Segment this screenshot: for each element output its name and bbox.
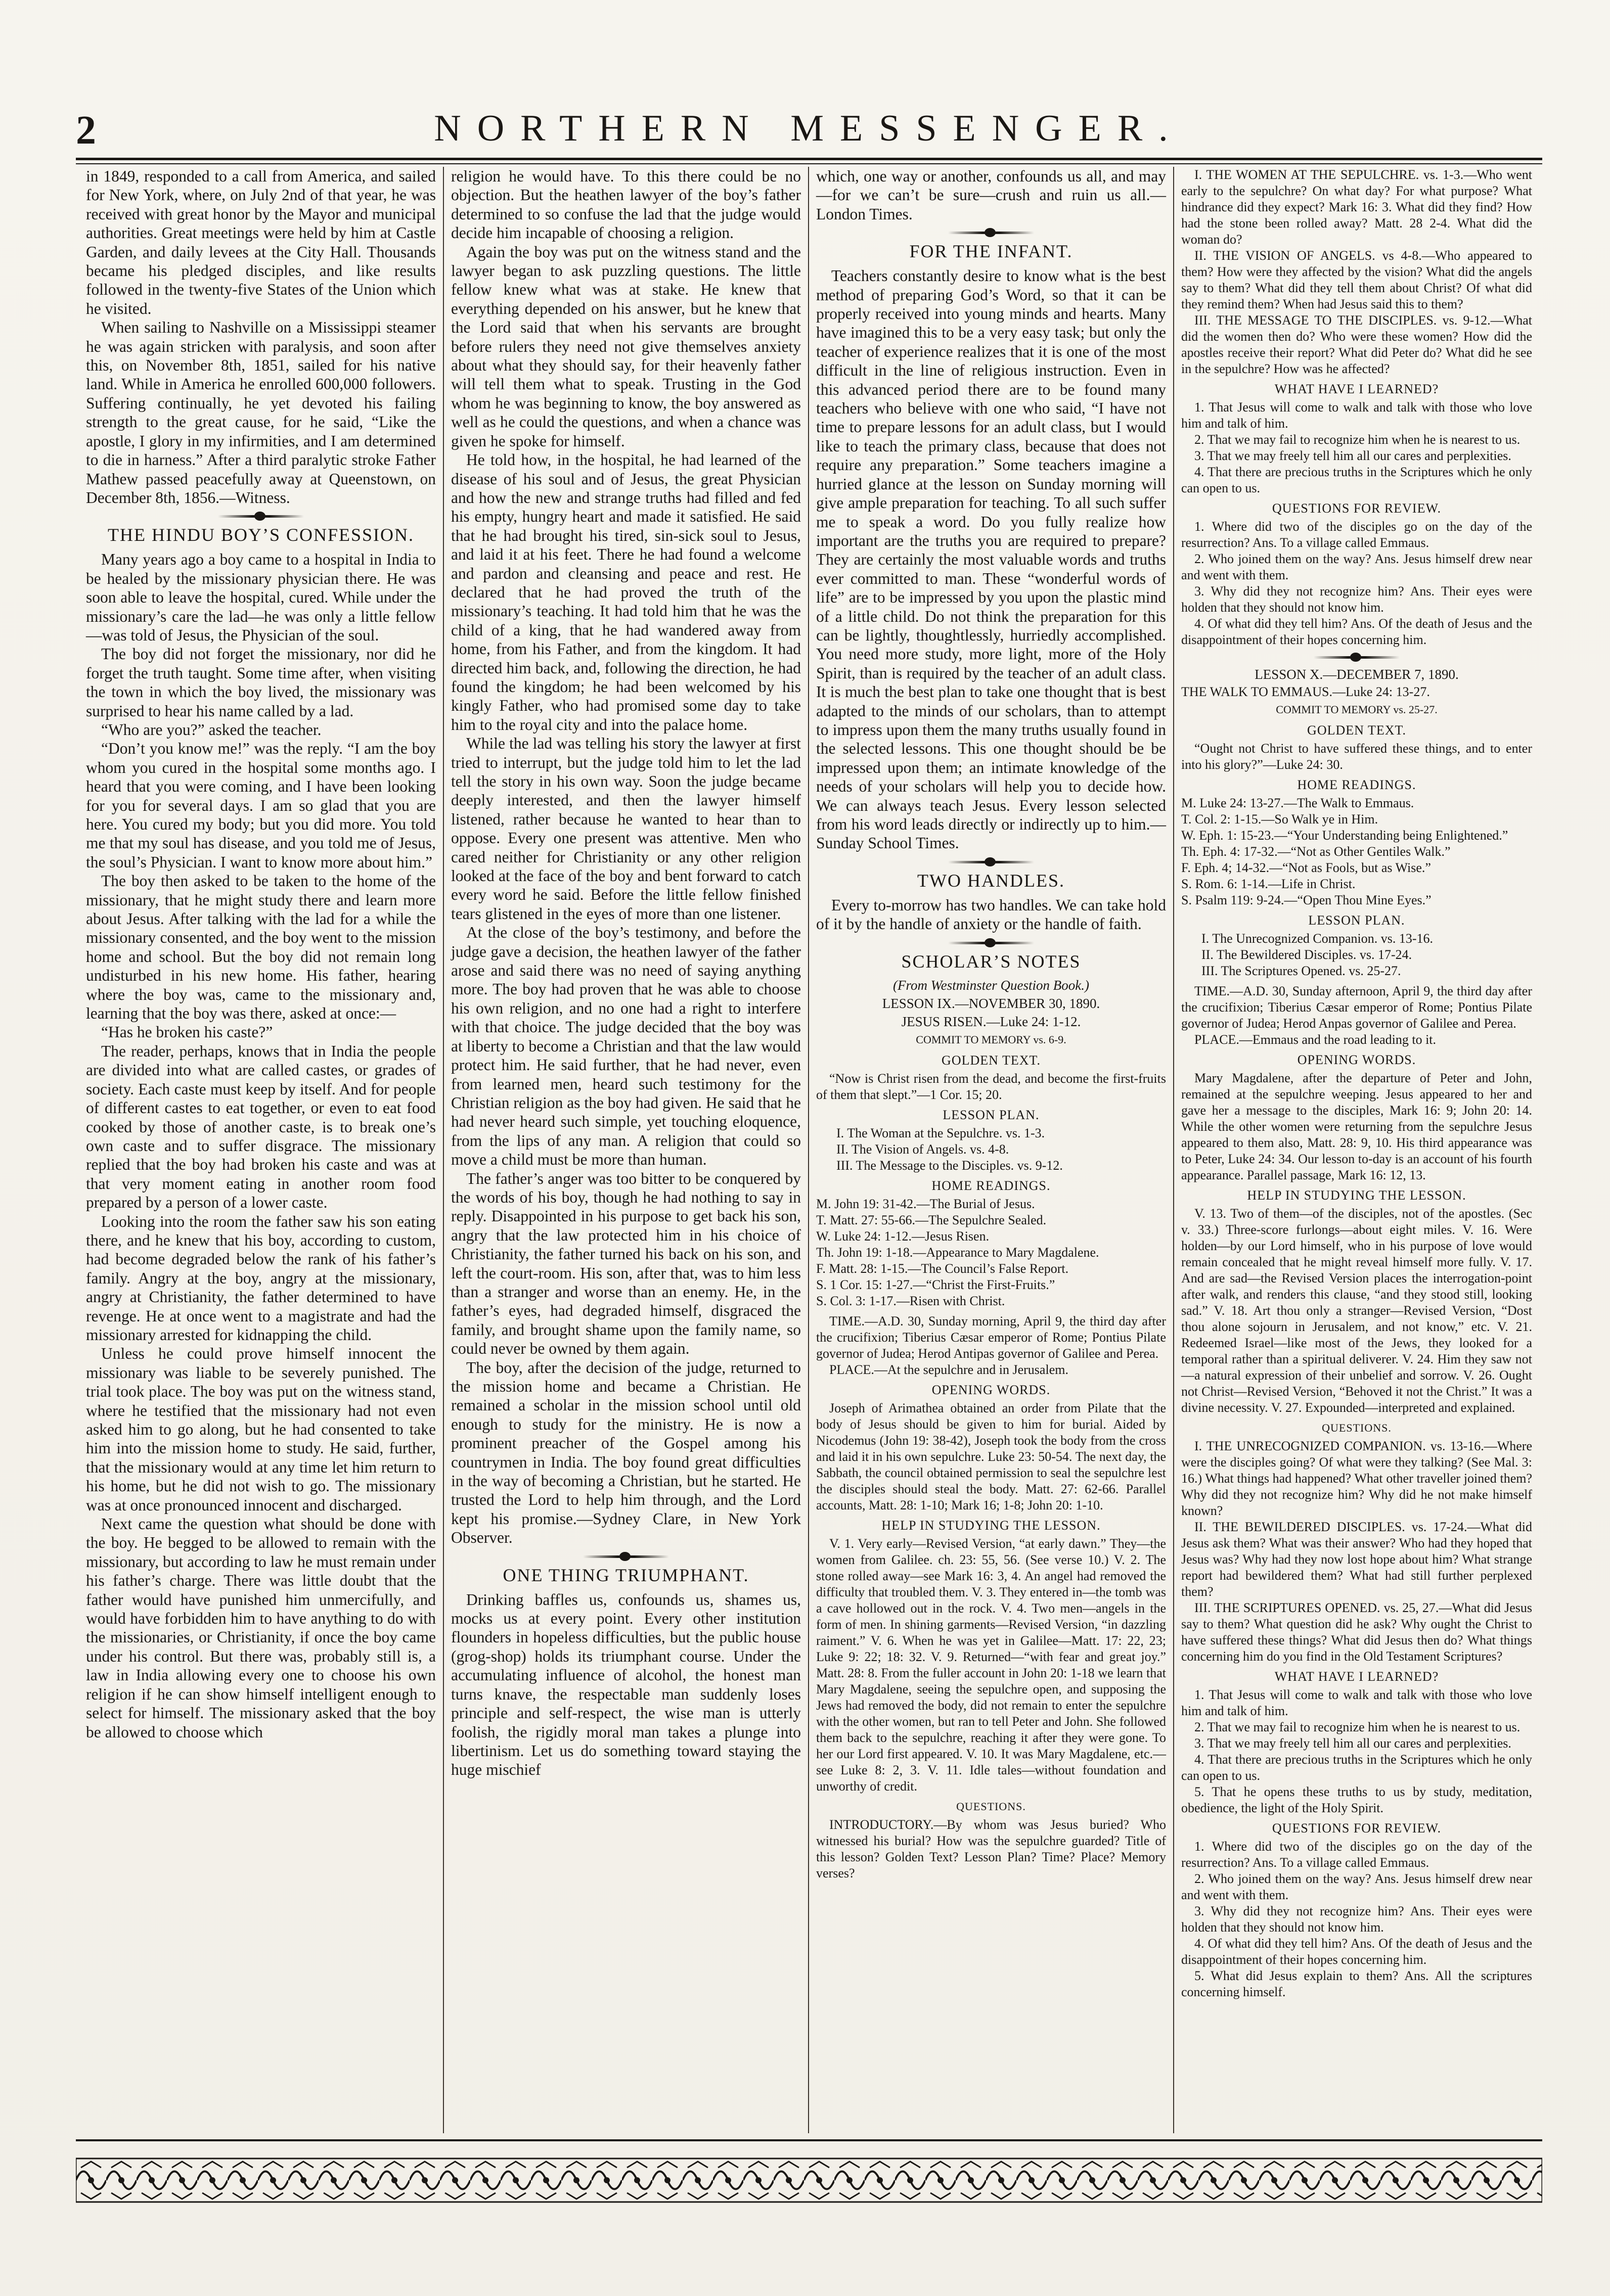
subheading: GOLDEN TEXT.: [942, 1052, 1041, 1068]
section-divider: [948, 942, 1034, 944]
subheading: HELP IN STUDYING THE LESSON.: [881, 1518, 1101, 1533]
masthead: [76, 101, 1542, 157]
subheading: QUESTIONS.: [956, 1800, 1026, 1813]
lesson-number: LESSON IX.—NOVEMBER 30, 1890.: [882, 995, 1100, 1011]
opening-words: Mary Magdalene, after the departure of Peter and John, remained at the sepulchre weeping. Jesus appeared to her and gave her a message to the disciples, Mark 16: 9; John 20: 14. While the other women were returning from the sepulchre Jesus appeared to them also, Matt. 28: 9, 10. His third appearance was to Peter, Luke 24: 34. Our lesson to-day is an account of his fourth appearance. Parallel passage, Mark 16: 12, 13.: [1181, 1071, 1532, 1182]
paragraph: At the close of the boy’s testimony, and before the judge gave a decision, the heathen lawyer of the father arose and said there was no need of saying anything more. The boy had proven that he was able to choose his own religion, and no one had a right to interfere with that choice. The judge decided that the boy was at liberty to become a Christian and that the law would protect him. He said further, that he had never, even from learned men, heard such testimony for the Christian religion as the boy had given. He said that he had never heard such simple, yet touching eloquence, from the lips of any man. A religion that could so move a child must be more than human.: [451, 924, 801, 1169]
paragraph: Next came the question what should be done with the boy. He begged to be allowed to remain with the missionary, but according to law he must remain under his father’s charge. There was little doubt that the father would have punished him unmercifully, and would have forbidden him to have anything to do with the missionaries, or Christianity, if once the boy came under his control. But there was, probably still is, a law in India allowing every one to choose his own religion if he can show himself intelligent enough to select for himself. The missionary asked that the boy be allowed to choose which: [86, 1515, 436, 1741]
commit-line: COMMIT TO MEMORY vs. 25-27.: [1276, 703, 1438, 716]
time-note: TIME.—A.D. 30, Sunday afternoon, April 9, the third day after the crucifixion; Tiberius Cæsar emperor of Rome; Pontius Pilate governor of Judea; Herod Anpas governor of Galilee and Perea.: [1181, 984, 1532, 1031]
columns: [79, 167, 1539, 2133]
subheading: WHAT HAVE I LEARNED?: [1274, 1669, 1439, 1684]
list-item: III. The Scriptures Opened. vs. 25-27.: [1201, 963, 1401, 978]
list-item: T. Col. 2: 1-15.—So Walk ye in Him.: [1181, 812, 1378, 826]
list-item: 5. What did Jesus explain to them? Ans. All the scriptures concerning himself.: [1181, 1968, 1532, 1999]
question-block: II. THE VISION OF ANGELS. vs 4-8.—Who appeared to them? How were they affected by the vision? What did the angels say to them? What did they tell them about Christ? Of what did they remind them? When had Jesus said this to them?: [1181, 248, 1532, 311]
lesson-plan: [1181, 931, 1532, 979]
list-item: 1. Where did two of the disciples go on the day of the resurrection? Ans. To a village called Emmaus.: [1181, 519, 1532, 550]
section-divider: [583, 1555, 669, 1558]
list-item: W. Luke 24: 1-12.—Jesus Risen.: [816, 1228, 990, 1244]
column-2: [444, 167, 809, 2133]
subheading: OPENING WORDS.: [931, 1382, 1051, 1397]
list-item: III. The Message to the Disciples. vs. 9-12.: [836, 1158, 1063, 1173]
subheading: QUESTIONS FOR REVIEW.: [1272, 501, 1442, 516]
lesson-number: LESSON X.—DECEMBER 7, 1890.: [1255, 667, 1459, 682]
list-item: 3. Why did they not recognize him? Ans. Their eyes were holden that they should not know him.: [1181, 1904, 1532, 1935]
question-block: III. THE SCRIPTURES OPENED. vs. 25, 27.—What did Jesus say to them? What question did he ask? Why ought the Christ to have suffered these things? What did Jesus then do? What things concerning him do you find in the Old Testament Scriptures?: [1181, 1600, 1532, 1664]
questions: INTRODUCTORY.—By whom was Jesus buried? Who witnessed his burial? How was the sepulchre guarded? Title of this lesson? Golden Text? Lesson Plan? Time? Place? Memory verses?: [816, 1817, 1166, 1880]
paragraph: The father’s anger was too bitter to be conquered by the words of his boy, though he had nothing to say in reply. Disappointed in his purpose to get back his son, angry that the law protected him in his choice of Christianity, the father turned his back on his son, and left the court-room. His son, after that, was to him less than a stranger and worse than an enemy. He, in the father’s eyes, had degraded himself, disgraced the family, and brought shame upon the family name, so could never be owned by them again.: [451, 1169, 801, 1358]
paragraph: When sailing to Nashville on a Mississippi steamer he was again stricken with paralysis, and soon after this, on November 8th, 1851, sailed for his native land. While in America he enrolled 600,000 followers. Suffering continually, he yet devoted his failing strength to the great cause, for he said, “Like the apostle, I glory in my infirmities, and I am determined to die in harness.” After a third paralytic stroke Father Mathew passed peacefully away at Queenstown, on December 8th, 1856.—Witness.: [86, 318, 436, 507]
paragraph: “Has he broken his caste?”: [101, 1023, 273, 1041]
paragraph: The boy did not forget the missionary, nor did he forget the truth taught. Some time after, when visiting the town in which the boy lived, the missionary was surprised to hear his name called by a lad.: [86, 645, 436, 720]
list-item: 1. That Jesus will come to walk and talk with those who love him and talk of him.: [1181, 1687, 1532, 1718]
ornament-pattern: [76, 2157, 1542, 2203]
paragraph: Again the boy was put on the witness stand and the lawyer began to ask puzzling questions. The little fellow knew what was at stake. He knew that everything depended on his answer, but he knew that the Lord said that when his servants are brought before rulers they need not give themselves anxiety about what they should say, for their heavenly father will tell them what to speak. Trusting in the God whom he was beginning to know, the boy answered as well as he could the questions, and when a chance was given he spoke for himself.: [451, 243, 801, 450]
section-divider: [218, 515, 304, 518]
column-4: [1174, 167, 1539, 2133]
lesson-plan: [816, 1125, 1166, 1174]
list-item: 4. Of what did they tell him? Ans. Of the death of Jesus and the disappointment of their hopes concerning him.: [1181, 616, 1532, 647]
paragraph: in 1849, responded to a call from America, and sailed for New York, where, on July 2nd of that year, he was received with great honor by the Mayor and municipal authorities. Great meetings were held by him at Castle Garden, and daily levees at the City Hall. Thousands became his pledged disciples, and like results followed in the twenty-five States of the Union which he visited.: [86, 167, 436, 317]
list-item: W. Eph. 1: 15-23.—“Your Understanding being Enlightened.”: [1181, 828, 1508, 843]
commit-line: COMMIT TO MEMORY vs. 6-9.: [916, 1033, 1066, 1046]
list-item: 1. Where did two of the disciples go on the day of the resurrection? Ans. To a village called Emmaus.: [1181, 1839, 1532, 1870]
ornamental-border: [76, 2157, 1542, 2203]
paragraph: religion he would have. To this there could be no objection. But the heathen lawyer of the boy’s father determined to so confuse the lad that the judge would decide him incapable of choosing a religion.: [451, 167, 801, 242]
list-item: I. The Woman at the Sepulchre. vs. 1-3.: [836, 1125, 1045, 1140]
list-item: 4. That there are precious truths in the Scriptures which he only can open to us.: [1181, 465, 1532, 495]
list-item: Th. John 19: 1-18.—Appearance to Mary Magdalene.: [816, 1245, 1099, 1260]
scholars-notes: [816, 977, 1166, 1881]
paragraph: He told how, in the hospital, he had learned of the disease of his soul and of Jesus, the great Physician and how the new and strange truths had filled and fed his empty, hungry heart and made it satisfied. He said that he had brought his tired, sin-sick soul to Jesus, and laid it at his feet. There he had found a welcome and pardon and cleansing and peace and rest. He declared that he had proved the truth of the missionary’s teaching. It had told him that he was the child of a king, that he had wandered away from home, from his Father, and from the kingdom. It had directed him back, and, following the direction, he had found the kingdom; he had been welcomed by his kingly Father, who had promised some day to take him to the royal city and into the palace home.: [451, 451, 801, 733]
newspaper-title: NORTHERN MESSENGER.: [434, 108, 1184, 149]
list-item: 1. That Jesus will come to walk and talk with those who love him and talk of him.: [1181, 400, 1532, 431]
lesson-title: JESUS RISEN.—Luke 24: 1-12.: [901, 1014, 1081, 1029]
article-heading: SCHOLAR’S NOTES: [901, 951, 1081, 972]
study-help: V. 13. Two of them—of the disciples, not of the apostles. (Sec v. 33.) Three-score furlongs—about eight miles. V. 16. Were holden—by our Lord himself, who in his purpose of love would remain concealed that he might reveal himself more fully. V. 17. And are sad—the Revised Version places the interrogation-point after walk, and renders this clause, “and they stood still, looking sad.” V. 18. Art thou only a stranger—Revised Version, “Dost thou alone sojourn in Jerusalem, and not know,” etc. V. 21. Redeemed Israel—like most of the Jews, they looked for a temporal rather than a spiritual deliverer. V. 24. Him they saw not—a natural expression of their unbelief and sorrow. V. 26. Ought not Christ—Revised Version, “Behoved it not the Christ.” It was a divine necessity. V. 27. Expounded—interpreted and explained.: [1181, 1206, 1532, 1415]
golden-text: “Ought not Christ to have suffered these things, and to enter into his glory?”—Luke 24: 30.: [1181, 741, 1532, 772]
article-heading: FOR THE INFANT.: [909, 241, 1073, 262]
list-item: 4. That there are precious truths in the Scriptures which he only can open to us.: [1181, 1752, 1532, 1783]
subheading: HOME READINGS.: [1297, 777, 1416, 792]
masthead-rule: [76, 158, 1542, 164]
paragraph: Looking into the room the father saw his son eating there, and he knew that his boy, according to custom, had become degraded below the rank of his father’s family. Angry at the boy, angry at the missionary, angry at Christianity, the father determined to have revenge. He at once went to a magistrate and had the missionary arrested for kidnapping the child.: [86, 1212, 436, 1344]
article-heading: TWO HANDLES.: [917, 870, 1065, 891]
page-number: 2: [76, 108, 96, 153]
paragraph: “Who are you?” asked the teacher.: [101, 720, 322, 739]
subheading: HELP IN STUDYING THE LESSON.: [1247, 1188, 1466, 1203]
place-note: PLACE.—At the sepulchre and in Jerusalem.: [829, 1362, 1068, 1377]
article-heading: THE HINDU BOY’S CONFESSION.: [107, 525, 415, 545]
golden-text: “Now is Christ risen from the dead, and become the first-fruits of them that slept.”—1 Cor. 15; 20.: [816, 1071, 1166, 1102]
list-item: 3. That we may freely tell him all our cares and perplexities.: [1194, 448, 1511, 463]
section-divider: [1314, 656, 1400, 659]
question-block: I. THE UNRECOGNIZED COMPANION. vs. 13-16.—Where were the disciples going? Of what were they talking? (See Mal. 3: 16.) What things had happened? What other traveller joined them? Why did they not recognize him? Why did he not make himself known?: [1181, 1439, 1532, 1518]
list-item: F. Eph. 4; 14-32.—“Not as Fools, but as Wise.”: [1181, 860, 1431, 875]
study-help: V. 1. Very early—Revised Version, “at early dawn.” They—the women from Galilee. ch. 23: 55, 56. (See verse 10.) V. 2. The stone rolled away—see Mark 16: 3, 4. An angel had removed the difficulty that troubled them. V. 3. They entered in—the tomb was a cave hollowed out in the rock. V. 4. Two men—angels in the form of men. In shining garments—Revised Version, “in dazzling raiment.” V. 6. When he was yet in Galilee—Matt. 17: 22, 23; Luke 9: 22; 18: 32. V. 9. Returned—“with fear and great joy.” Matt. 28: 8. From the fuller account in John 20: 1-18 we learn that Mary Magdalene, seeing the sepulchre open, and supposing the Jews had removed the body, did not remain to enter the sepulchre with the other women, but ran to tell Peter and John. She followed them back to the sepulchre, reaching it after they were gone. To her our Lord first appeared. V. 10. It was Mary Magdalene, etc.—see Luke 8: 2, 3. V. 11. Idle tales—without foundation and unworthy of credit.: [816, 1536, 1166, 1794]
list-item: II. The Vision of Angels. vs. 4-8.: [836, 1141, 1009, 1157]
source-note: (From Westminster Question Book.): [893, 977, 1089, 993]
section-divider: [948, 232, 1034, 234]
list-item: 4. Of what did they tell him? Ans. Of the death of Jesus and the disappointment of their hopes concerning him.: [1181, 1936, 1532, 1967]
subheading: LESSON PLAN.: [1308, 913, 1405, 928]
list-item: 2. That we may fail to recognize him when he is nearest to us.: [1194, 432, 1520, 447]
list-item: M. Luke 24: 13-27.—The Walk to Emmaus.: [1181, 796, 1414, 810]
bottom-rule: [76, 2139, 1542, 2141]
list-item: S. Rom. 6: 1-14.—Life in Christ.: [1181, 877, 1356, 891]
paragraph: “Don’t you know me!” was the reply. “I am the boy whom you cured in the hospital some months ago. I heard that you were coming, and I have been looking for you for several days. I am so glad that you are here. You cured my body; but you did more. You told me that my soul has disease, and you told me of Jesus, the soul’s Physician. I want to know more about him.”: [86, 740, 436, 871]
paragraph: which, one way or another, confounds us all, and may—for we can’t be sure—crush and ruin us all.—London Times.: [816, 167, 1166, 223]
paragraph: While the lad was telling his story the lawyer at first tried to interrupt, but the judge told him to let the lad tell the story in his own way. Soon the judge became deeply interested, and then the lawyer himself listened, rather because he wanted to hear than to oppose. Every one present was attentive. Men who cared neither for Christianity or any other religion looked at the face of the boy and bent forward to catch every word he said. Before the little fellow finished tears glistened in the eyes of more than one listener.: [451, 734, 801, 923]
list-item: Th. Eph. 4: 17-32.—“Not as Other Gentiles Walk.”: [1181, 844, 1451, 859]
time-note: TIME.—A.D. 30, Sunday morning, April 9, the third day after the crucifixion; Tiberius Cæsar emperor of Rome; Pontius Pilate governor of Judea; Herod Antipas governor of Galilee and Perea.: [816, 1313, 1166, 1361]
list-item: F. Matt. 28: 1-15.—The Council’s False Report.: [816, 1261, 1069, 1276]
list-item: II. The Bewildered Disciples. vs. 17-24.: [1201, 947, 1412, 962]
question-block: I. THE WOMEN AT THE SEPULCHRE. vs. 1-3.—Who went early to the sepulchre? On what day? For what purpose? What hindrance did they expect? Mark 16: 3. What did they find? How had the stone been rolled away? Matt. 28 2-4. What did the woman do?: [1181, 167, 1532, 247]
subheading: GOLDEN TEXT.: [1307, 723, 1406, 738]
list-item: 2. That we may fail to recognize him when he is nearest to us.: [1194, 1720, 1520, 1734]
home-readings: [1181, 795, 1532, 908]
subheading: OPENING WORDS.: [1297, 1052, 1416, 1067]
list-item: S. 1 Cor. 15: 1-27.—“Christ the First-Fruits.”: [816, 1277, 1055, 1292]
home-readings: [816, 1196, 1166, 1309]
list-item: I. The Unrecognized Companion. vs. 13-16.: [1201, 931, 1434, 946]
paragraph: Teachers constantly desire to know what is the best method of preparing God’s Word, so that it can be properly received into young minds and hearts. Many have imagined this to be a very easy task; but only the teacher of experience realizes that it is one of the most difficult in the line of religious instruction. Even in this advanced period there are to be found many teachers who believe with one who said, “I have not time to prepare lessons for an adult class, but I would like to teach the primary class, because that does not require any preparation.” Some teachers imagine a hurried glance at the lesson on Sunday morning will give ample preparation for teaching. To all such suffer me to speak a word. Do you fully realize how important are the truths you are required to prepare? They are certainly the most valuable words and truths ever committed to man. These “wonderful words of life” are to be impressed by you upon the plastic mind of a little child. Do not think the preparation for this can be lightly, thoughtlessly, hurriedly accomplished. You need more study, more light, more of the Holy Spirit, than is required by the teacher of an adult class. It is much the best plan to take one thought that is best adapted to the minds of our scholars, than to attempt to impress upon them the many truths usually found in the selected lessons. This one thought should be be impressed upon them; an intimate knowledge of the needs of your scholars will help you to decide how. We can always teach Jesus. Every lesson selected from his word leads directly or indirectly up to him.—Sunday School Times.: [816, 267, 1166, 852]
list-item: 2. Who joined them on the way? Ans. Jesus himself drew near and went with them.: [1181, 552, 1532, 582]
list-item: 3. Why did they not recognize him? Ans. Their eyes were holden that they should not know him.: [1181, 584, 1532, 615]
question-block: III. THE MESSAGE TO THE DISCIPLES. vs. 9-12.—What did the women then do? Who were these women? How did the apostles receive their report? What did Peter do? What did he see in the sepulchre? How was he affected?: [1181, 313, 1532, 376]
place-note: PLACE.—Emmaus and the road leading to it.: [1194, 1032, 1437, 1047]
paragraph: Unless he could prove himself innocent the missionary was liable to be severely punished. The trial took place. The boy was put on the witness stand, where he testified that the missionary had not even asked him to go along, but he had consented to take him into the mission home to study. He said, further, that the missionary would at any time let him return to his home, but he did not wish to go. The missionary was at once pronounced innocent and discharged.: [86, 1345, 436, 1514]
list-item: S. Psalm 119: 9-24.—“Open Thou Mine Eyes.”: [1181, 893, 1432, 907]
list-item: 3. That we may freely tell him all our cares and perplexities.: [1194, 1736, 1511, 1751]
subheading: QUESTIONS FOR REVIEW.: [1272, 1821, 1442, 1835]
lesson-title: THE WALK TO EMMAUS.—Luke 24: 13-27.: [1181, 684, 1430, 699]
subheading: LESSON PLAN.: [943, 1107, 1040, 1122]
paragraph: The reader, perhaps, knows that in India the people are divided into what are called castes, or grades of society. Each caste must keep by itself. And for people of different castes to eat together, or even to eat food cooked by those of another caste, is to break one’s own caste and to suffer disgrace. The missionary replied that the boy had broken his caste and was at that very moment eating in another room food prepared by a person of a lower caste.: [86, 1042, 436, 1212]
column-3: [809, 167, 1174, 2133]
paragraph: Drinking baffles us, confounds us, shames us, mocks us at every point. Every other institution flounders in hopeless difficulties, but the public house (grog-shop) holds its triumphant course. Under the accumulating influence of alcohol, the honest man turns knave, the respectable man suddenly loses principle and self-respect, the wise man is utterly foolish, the rigidly moral man takes a plunge into libertinism. Let us do something toward staying the huge mischief: [451, 1590, 801, 1779]
section-divider: [948, 861, 1034, 863]
subheading: QUESTIONS.: [1322, 1421, 1392, 1434]
opening-words: Joseph of Arimathea obtained an order from Pilate that the body of Jesus should be given to him for burial. Aided by Nicodemus (John 19: 38-42), Joseph took the body from the cross and laid it in his own sepulchre. Luke 23: 50-54. The next day, the Sabbath, the council obtained permission to seal the sepulchre lest the disciples should steal the body. Matt. 27: 62-66. Parallel accounts, Matt. 28: 1-10; Mark 16; 1-8; John 20: 1-10.: [816, 1400, 1166, 1512]
list-item: 2. Who joined them on the way? Ans. Jesus himself drew near and went with them.: [1181, 1871, 1532, 1902]
subheading: HOME READINGS.: [931, 1178, 1051, 1193]
question-block: II. THE BEWILDERED DISCIPLES. vs. 17-24.—What did Jesus ask them? What was their answer? Who had they hoped that Jesus was? Why had they now lost hope about him? What strange report had bewildered them? What had still further perplexed them?: [1181, 1520, 1532, 1599]
article-heading: ONE THING TRIUMPHANT.: [503, 1565, 749, 1585]
paragraph: Many years ago a boy came to a hospital in India to be healed by the missionary physician there. He was soon able to leave the hospital, cured. While under the missionary’s care the lad—he was only a little fellow—was told of Jesus, the Physician of the soul.: [86, 550, 436, 644]
list-item: S. Col. 3: 1-17.—Risen with Christ.: [816, 1293, 1005, 1308]
list-item: T. Matt. 27: 55-66.—The Sepulchre Sealed.: [816, 1212, 1047, 1227]
paragraph: Every to-morrow has two handles. We can take hold of it by the handle of anxiety or the handle of faith.: [816, 896, 1166, 933]
column-1: [79, 167, 444, 2133]
list-item: M. John 19: 31-42.—The Burial of Jesus.: [816, 1196, 1035, 1211]
paragraph: The boy, after the decision of the judge, returned to the mission home and became a Christian. He remained a scholar in the mission school until old enough to study for the ministry. He is now a prominent preacher of the Gospel among his countrymen in India. The boy found great difficulties in the way of becoming a Christian, but he started. He trusted the Lord to help him through, and the Lord kept his promise.—Sydney Clare, in New York Observer.: [451, 1358, 801, 1547]
list-item: 5. That he opens these truths to us by study, meditation, obedience, the light of the Holy Spirit.: [1181, 1784, 1532, 1815]
paragraph: The boy then asked to be taken to the home of the missionary, that he might study there and learn more about Jesus. After talking with the lad for a while the missionary consented, and the boy went to the mission home and school. But the boy did not remain long undisturbed in his new home. His father, hearing where the boy was, came to the missionary and, learning that the boy was there, asked at once:—: [86, 872, 436, 1023]
subheading: WHAT HAVE I LEARNED?: [1274, 382, 1439, 396]
